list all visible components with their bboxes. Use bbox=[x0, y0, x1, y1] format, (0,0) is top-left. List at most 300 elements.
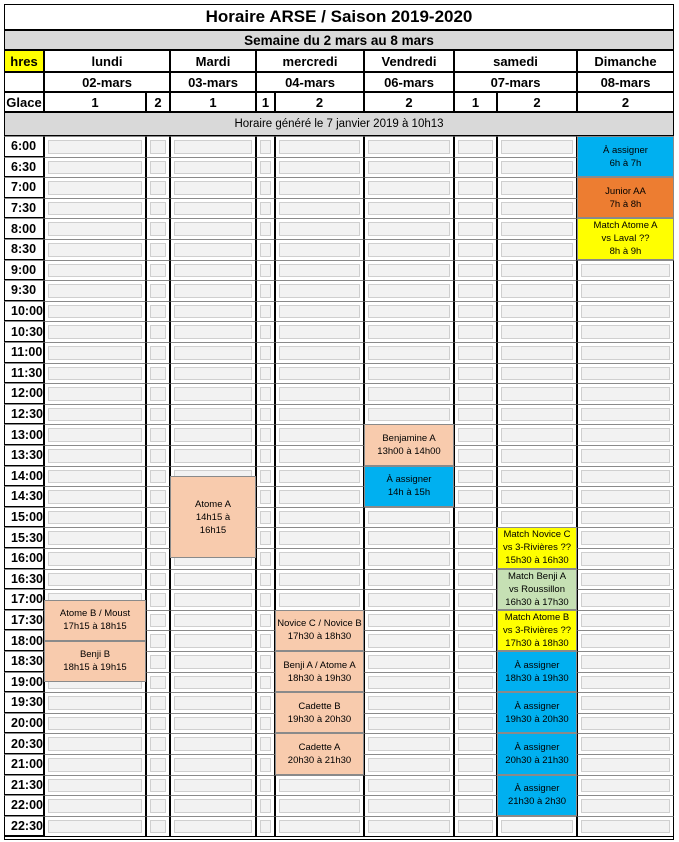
time-slot[interactable] bbox=[364, 569, 454, 590]
time-slot[interactable] bbox=[454, 136, 497, 157]
time-slot[interactable] bbox=[146, 260, 170, 281]
time-slot[interactable] bbox=[275, 157, 364, 178]
time-slot[interactable] bbox=[577, 486, 674, 507]
event-block[interactable] bbox=[364, 466, 454, 507]
event-block[interactable] bbox=[275, 733, 364, 774]
event-text: Match Novice C bbox=[503, 529, 571, 541]
time-slot[interactable] bbox=[44, 445, 146, 466]
time-slot[interactable] bbox=[146, 569, 170, 590]
time-slot[interactable] bbox=[170, 198, 256, 219]
time-slot[interactable] bbox=[364, 321, 454, 342]
time-slot[interactable] bbox=[577, 280, 674, 301]
time-slot[interactable] bbox=[364, 136, 454, 157]
time-slot[interactable] bbox=[275, 342, 364, 363]
time-slot[interactable] bbox=[364, 177, 454, 198]
time-slot[interactable] bbox=[146, 280, 170, 301]
time-slot[interactable] bbox=[170, 383, 256, 404]
slot-fill bbox=[174, 758, 252, 772]
time-slot[interactable] bbox=[170, 424, 256, 445]
time-slot[interactable] bbox=[256, 713, 275, 734]
slot-fill bbox=[150, 243, 166, 257]
time-slot[interactable] bbox=[44, 548, 146, 569]
time-slot[interactable] bbox=[146, 239, 170, 260]
time-slot[interactable] bbox=[44, 486, 146, 507]
time-slot[interactable] bbox=[170, 589, 256, 610]
time-slot[interactable] bbox=[364, 548, 454, 569]
time-slot[interactable] bbox=[364, 280, 454, 301]
time-slot[interactable] bbox=[256, 260, 275, 281]
time-slot[interactable] bbox=[454, 610, 497, 631]
time-slot[interactable] bbox=[146, 754, 170, 775]
time-slot[interactable] bbox=[364, 218, 454, 239]
time-slot[interactable] bbox=[146, 692, 170, 713]
time-slot[interactable] bbox=[170, 672, 256, 693]
time-slot[interactable] bbox=[497, 321, 577, 342]
time-slot[interactable] bbox=[256, 321, 275, 342]
time-slot[interactable] bbox=[256, 589, 275, 610]
time-slot[interactable] bbox=[256, 404, 275, 425]
time-slot[interactable] bbox=[497, 404, 577, 425]
time-slot[interactable] bbox=[170, 775, 256, 796]
time-slot[interactable] bbox=[577, 754, 674, 775]
time-slot[interactable] bbox=[577, 630, 674, 651]
time-slot[interactable] bbox=[454, 198, 497, 219]
time-slot[interactable] bbox=[146, 218, 170, 239]
time-slot[interactable] bbox=[44, 177, 146, 198]
time-slot[interactable] bbox=[497, 260, 577, 281]
time-slot[interactable] bbox=[146, 321, 170, 342]
time-slot[interactable] bbox=[577, 589, 674, 610]
time-slot[interactable] bbox=[454, 507, 497, 528]
time-slot[interactable] bbox=[364, 754, 454, 775]
time-slot[interactable] bbox=[497, 486, 577, 507]
time-slot[interactable] bbox=[170, 630, 256, 651]
time-slot[interactable] bbox=[577, 404, 674, 425]
time-slot[interactable] bbox=[454, 589, 497, 610]
time-slot[interactable] bbox=[275, 301, 364, 322]
time-slot[interactable] bbox=[364, 651, 454, 672]
time-slot[interactable] bbox=[146, 630, 170, 651]
time-slot[interactable] bbox=[275, 239, 364, 260]
time-slot[interactable] bbox=[256, 342, 275, 363]
time-slot[interactable] bbox=[364, 589, 454, 610]
time-slot[interactable] bbox=[454, 775, 497, 796]
slot-fill bbox=[458, 202, 493, 216]
time-slot[interactable] bbox=[170, 218, 256, 239]
time-slot[interactable] bbox=[454, 795, 497, 816]
time-slot[interactable] bbox=[275, 527, 364, 548]
time-slot[interactable] bbox=[44, 775, 146, 796]
time-slot[interactable] bbox=[497, 280, 577, 301]
time-slot[interactable] bbox=[170, 610, 256, 631]
slot-fill bbox=[501, 222, 573, 236]
time-slot[interactable] bbox=[497, 466, 577, 487]
slot-fill bbox=[260, 552, 271, 566]
time-slot[interactable] bbox=[275, 424, 364, 445]
time-slot[interactable] bbox=[44, 342, 146, 363]
time-slot[interactable] bbox=[364, 733, 454, 754]
time-slot[interactable] bbox=[44, 816, 146, 837]
time-slot[interactable] bbox=[497, 445, 577, 466]
time-slot[interactable] bbox=[44, 754, 146, 775]
time-slot[interactable] bbox=[454, 445, 497, 466]
event-block[interactable] bbox=[275, 610, 364, 651]
time-slot[interactable] bbox=[146, 816, 170, 837]
time-slot[interactable] bbox=[364, 507, 454, 528]
time-slot[interactable] bbox=[275, 280, 364, 301]
time-slot[interactable] bbox=[44, 280, 146, 301]
time-slot[interactable] bbox=[44, 466, 146, 487]
time-slot[interactable] bbox=[497, 816, 577, 837]
time-slot[interactable] bbox=[44, 301, 146, 322]
time-slot[interactable] bbox=[256, 363, 275, 384]
time-slot[interactable] bbox=[497, 239, 577, 260]
time-slot[interactable] bbox=[170, 177, 256, 198]
time-slot[interactable] bbox=[497, 363, 577, 384]
time-slot[interactable] bbox=[44, 507, 146, 528]
time-slot[interactable] bbox=[256, 136, 275, 157]
time-slot[interactable] bbox=[146, 466, 170, 487]
time-slot[interactable] bbox=[146, 404, 170, 425]
time-slot[interactable] bbox=[275, 260, 364, 281]
event-block[interactable] bbox=[497, 527, 577, 568]
time-slot[interactable] bbox=[146, 486, 170, 507]
time-slot[interactable] bbox=[364, 301, 454, 322]
time-slot[interactable] bbox=[454, 157, 497, 178]
event-block[interactable] bbox=[497, 775, 577, 816]
time-slot[interactable] bbox=[577, 548, 674, 569]
time-slot[interactable] bbox=[256, 280, 275, 301]
time-slot[interactable] bbox=[454, 713, 497, 734]
event-text: 20h30 à 21h30 bbox=[505, 754, 569, 766]
time-slot[interactable] bbox=[44, 136, 146, 157]
time-slot[interactable] bbox=[275, 404, 364, 425]
time-slot[interactable] bbox=[146, 383, 170, 404]
time-slot[interactable] bbox=[256, 569, 275, 590]
time-slot[interactable] bbox=[364, 672, 454, 693]
time-slot[interactable] bbox=[577, 424, 674, 445]
time-slot[interactable] bbox=[577, 342, 674, 363]
time-slot[interactable] bbox=[364, 404, 454, 425]
time-slot[interactable] bbox=[256, 198, 275, 219]
time-slot[interactable] bbox=[497, 136, 577, 157]
time-slot[interactable] bbox=[170, 342, 256, 363]
time-slot[interactable] bbox=[256, 795, 275, 816]
time-slot[interactable] bbox=[577, 260, 674, 281]
time-slot[interactable] bbox=[497, 301, 577, 322]
time-slot[interactable] bbox=[146, 795, 170, 816]
time-slot[interactable] bbox=[577, 610, 674, 631]
time-slot[interactable] bbox=[454, 342, 497, 363]
time-slot[interactable] bbox=[275, 198, 364, 219]
time-slot[interactable] bbox=[170, 569, 256, 590]
time-slot[interactable] bbox=[170, 301, 256, 322]
time-slot[interactable] bbox=[577, 569, 674, 590]
time-slot[interactable] bbox=[146, 548, 170, 569]
time-slot[interactable] bbox=[170, 157, 256, 178]
time-slot[interactable] bbox=[577, 816, 674, 837]
time-slot[interactable] bbox=[577, 445, 674, 466]
time-slot[interactable] bbox=[577, 672, 674, 693]
time-slot[interactable] bbox=[256, 733, 275, 754]
time-slot[interactable] bbox=[577, 363, 674, 384]
time-slot[interactable] bbox=[44, 713, 146, 734]
time-slot[interactable] bbox=[256, 692, 275, 713]
glace-number: 2 bbox=[275, 92, 364, 112]
time-slot[interactable] bbox=[497, 198, 577, 219]
time-slot[interactable] bbox=[454, 280, 497, 301]
time-slot[interactable] bbox=[44, 692, 146, 713]
time-slot[interactable] bbox=[364, 260, 454, 281]
time-slot[interactable] bbox=[256, 383, 275, 404]
time-slot[interactable] bbox=[256, 672, 275, 693]
time-slot[interactable] bbox=[275, 445, 364, 466]
time-slot[interactable] bbox=[256, 548, 275, 569]
time-slot[interactable] bbox=[454, 424, 497, 445]
time-slot[interactable] bbox=[170, 260, 256, 281]
time-slot[interactable] bbox=[454, 177, 497, 198]
event-block[interactable] bbox=[44, 600, 146, 641]
time-slot[interactable] bbox=[146, 775, 170, 796]
time-slot[interactable] bbox=[364, 692, 454, 713]
time-slot[interactable] bbox=[256, 610, 275, 631]
time-slot[interactable] bbox=[454, 754, 497, 775]
time-slot[interactable] bbox=[454, 630, 497, 651]
time-slot[interactable] bbox=[256, 630, 275, 651]
time-slot[interactable] bbox=[364, 816, 454, 837]
time-slot[interactable] bbox=[577, 713, 674, 734]
time-slot[interactable] bbox=[44, 321, 146, 342]
time-slot[interactable] bbox=[146, 363, 170, 384]
time-slot[interactable] bbox=[170, 280, 256, 301]
time-slot[interactable] bbox=[454, 672, 497, 693]
slot-fill bbox=[150, 428, 166, 442]
time-slot[interactable] bbox=[275, 466, 364, 487]
time-slot[interactable] bbox=[146, 651, 170, 672]
event-block[interactable] bbox=[364, 424, 454, 465]
glace-number: 1 bbox=[454, 92, 497, 112]
time-slot[interactable] bbox=[170, 363, 256, 384]
time-slot[interactable] bbox=[364, 239, 454, 260]
time-slot[interactable] bbox=[275, 775, 364, 796]
event-block[interactable] bbox=[497, 651, 577, 692]
time-slot[interactable] bbox=[577, 692, 674, 713]
event-block[interactable] bbox=[577, 136, 674, 177]
time-slot[interactable] bbox=[146, 342, 170, 363]
time-slot[interactable] bbox=[454, 569, 497, 590]
time-slot[interactable] bbox=[454, 218, 497, 239]
event-text: 17h30 à 18h30 bbox=[287, 631, 352, 643]
time-slot[interactable] bbox=[256, 177, 275, 198]
time-slot[interactable] bbox=[364, 713, 454, 734]
time-slot[interactable] bbox=[170, 795, 256, 816]
time-slot[interactable] bbox=[146, 733, 170, 754]
time-slot[interactable] bbox=[44, 569, 146, 590]
time-slot[interactable] bbox=[44, 404, 146, 425]
time-slot[interactable] bbox=[275, 383, 364, 404]
event-block[interactable] bbox=[497, 610, 577, 651]
time-slot[interactable] bbox=[364, 630, 454, 651]
time-slot[interactable] bbox=[364, 363, 454, 384]
time-slot[interactable] bbox=[275, 363, 364, 384]
time-slot[interactable] bbox=[577, 733, 674, 754]
time-slot[interactable] bbox=[497, 383, 577, 404]
time-slot[interactable] bbox=[275, 218, 364, 239]
event-block[interactable] bbox=[275, 651, 364, 692]
time-slot[interactable] bbox=[146, 301, 170, 322]
time-slot[interactable] bbox=[364, 527, 454, 548]
time-slot[interactable] bbox=[364, 795, 454, 816]
time-slot[interactable] bbox=[577, 301, 674, 322]
time-slot[interactable] bbox=[256, 239, 275, 260]
time-label: 10:30 bbox=[4, 321, 44, 342]
time-slot[interactable] bbox=[256, 157, 275, 178]
time-slot[interactable] bbox=[146, 157, 170, 178]
time-slot[interactable] bbox=[454, 383, 497, 404]
event-block[interactable] bbox=[44, 641, 146, 682]
time-slot[interactable] bbox=[454, 692, 497, 713]
time-slot[interactable] bbox=[44, 424, 146, 445]
time-slot[interactable] bbox=[146, 177, 170, 198]
time-slot[interactable] bbox=[577, 651, 674, 672]
time-slot[interactable] bbox=[146, 198, 170, 219]
time-slot[interactable] bbox=[454, 548, 497, 569]
time-slot[interactable] bbox=[454, 486, 497, 507]
event-block[interactable] bbox=[577, 177, 674, 218]
event-block[interactable] bbox=[577, 218, 674, 259]
time-slot[interactable] bbox=[497, 507, 577, 528]
time-slot[interactable] bbox=[364, 383, 454, 404]
time-slot[interactable] bbox=[256, 424, 275, 445]
time-slot[interactable] bbox=[454, 321, 497, 342]
event-block[interactable] bbox=[170, 476, 256, 558]
event-block[interactable] bbox=[497, 569, 577, 610]
time-slot[interactable] bbox=[44, 198, 146, 219]
time-slot[interactable] bbox=[256, 527, 275, 548]
time-slot[interactable] bbox=[454, 301, 497, 322]
time-slot[interactable] bbox=[256, 218, 275, 239]
time-slot[interactable] bbox=[497, 157, 577, 178]
time-slot[interactable] bbox=[577, 527, 674, 548]
slot-fill bbox=[279, 428, 360, 442]
time-slot[interactable] bbox=[44, 239, 146, 260]
time-slot[interactable] bbox=[170, 692, 256, 713]
time-slot[interactable] bbox=[275, 548, 364, 569]
time-slot[interactable] bbox=[256, 486, 275, 507]
time-slot[interactable] bbox=[146, 589, 170, 610]
time-slot[interactable] bbox=[170, 445, 256, 466]
event-block[interactable] bbox=[497, 733, 577, 774]
time-slot[interactable] bbox=[170, 651, 256, 672]
time-slot[interactable] bbox=[275, 589, 364, 610]
time-slot[interactable] bbox=[170, 816, 256, 837]
time-slot[interactable] bbox=[256, 775, 275, 796]
time-slot[interactable] bbox=[577, 466, 674, 487]
time-slot[interactable] bbox=[44, 527, 146, 548]
time-slot[interactable] bbox=[275, 486, 364, 507]
time-slot[interactable] bbox=[256, 507, 275, 528]
time-slot[interactable] bbox=[44, 363, 146, 384]
time-slot[interactable] bbox=[146, 507, 170, 528]
time-slot[interactable] bbox=[44, 218, 146, 239]
time-slot[interactable] bbox=[454, 733, 497, 754]
time-slot[interactable] bbox=[497, 424, 577, 445]
time-slot[interactable] bbox=[577, 383, 674, 404]
time-slot[interactable] bbox=[170, 136, 256, 157]
time-slot[interactable] bbox=[454, 527, 497, 548]
time-slot[interactable] bbox=[275, 136, 364, 157]
time-slot[interactable] bbox=[275, 321, 364, 342]
time-slot[interactable] bbox=[44, 260, 146, 281]
time-slot[interactable] bbox=[256, 754, 275, 775]
time-slot[interactable] bbox=[146, 672, 170, 693]
time-slot[interactable] bbox=[577, 775, 674, 796]
time-slot[interactable] bbox=[577, 795, 674, 816]
time-slot[interactable] bbox=[170, 754, 256, 775]
slot-fill bbox=[48, 573, 142, 587]
event-block[interactable] bbox=[497, 692, 577, 733]
time-slot[interactable] bbox=[256, 651, 275, 672]
time-slot[interactable] bbox=[275, 795, 364, 816]
time-slot[interactable] bbox=[44, 383, 146, 404]
time-slot[interactable] bbox=[275, 569, 364, 590]
time-slot[interactable] bbox=[454, 239, 497, 260]
slot-fill bbox=[260, 758, 271, 772]
event-block[interactable] bbox=[275, 692, 364, 733]
time-slot[interactable] bbox=[170, 404, 256, 425]
slot-fill bbox=[458, 614, 493, 628]
time-slot[interactable] bbox=[364, 610, 454, 631]
time-slot[interactable] bbox=[275, 507, 364, 528]
time-slot[interactable] bbox=[364, 775, 454, 796]
time-slot[interactable] bbox=[170, 733, 256, 754]
time-slot[interactable] bbox=[454, 466, 497, 487]
time-slot[interactable] bbox=[146, 713, 170, 734]
time-slot[interactable] bbox=[275, 177, 364, 198]
time-slot[interactable] bbox=[577, 507, 674, 528]
time-slot[interactable] bbox=[146, 527, 170, 548]
time-slot[interactable] bbox=[146, 610, 170, 631]
time-slot[interactable] bbox=[275, 816, 364, 837]
time-slot[interactable] bbox=[497, 218, 577, 239]
time-slot[interactable] bbox=[454, 404, 497, 425]
time-slot[interactable] bbox=[146, 424, 170, 445]
time-slot[interactable] bbox=[170, 321, 256, 342]
time-slot[interactable] bbox=[256, 466, 275, 487]
time-slot[interactable] bbox=[170, 239, 256, 260]
time-slot[interactable] bbox=[364, 198, 454, 219]
time-slot[interactable] bbox=[146, 136, 170, 157]
time-slot[interactable] bbox=[170, 713, 256, 734]
time-slot[interactable] bbox=[497, 177, 577, 198]
time-slot[interactable] bbox=[364, 157, 454, 178]
time-slot[interactable] bbox=[577, 321, 674, 342]
time-slot[interactable] bbox=[454, 363, 497, 384]
time-slot[interactable] bbox=[256, 445, 275, 466]
time-slot[interactable] bbox=[497, 342, 577, 363]
time-slot[interactable] bbox=[454, 651, 497, 672]
time-slot[interactable] bbox=[256, 816, 275, 837]
time-slot[interactable] bbox=[44, 733, 146, 754]
time-slot[interactable] bbox=[44, 795, 146, 816]
time-slot[interactable] bbox=[454, 816, 497, 837]
time-slot[interactable] bbox=[146, 445, 170, 466]
time-slot[interactable] bbox=[454, 260, 497, 281]
slot-fill bbox=[260, 449, 271, 463]
time-slot[interactable] bbox=[364, 342, 454, 363]
time-slot[interactable] bbox=[256, 301, 275, 322]
time-slot[interactable] bbox=[44, 157, 146, 178]
